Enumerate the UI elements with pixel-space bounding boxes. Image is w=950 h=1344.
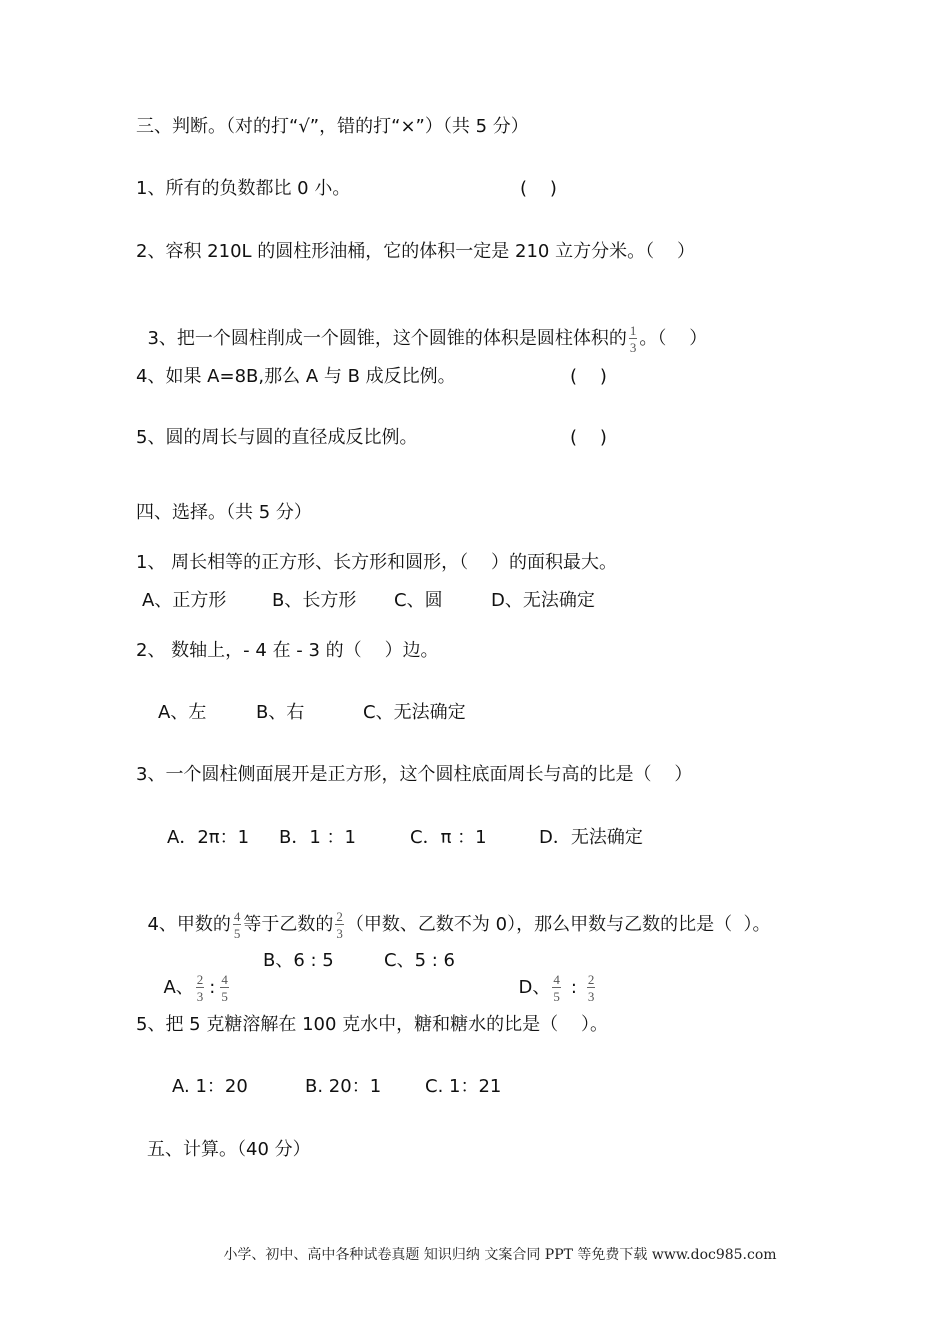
judge-q2: 2、容积 210L 的圆柱形油桶，它的体积一定是 210 立方分米。（ ） bbox=[136, 241, 695, 262]
fraction: $\frac{4}{5}$ bbox=[221, 972, 228, 1004]
option-label: D、 bbox=[518, 977, 551, 998]
choice-q2-option-a: A、左 bbox=[158, 702, 207, 723]
fraction: $\frac{2}{3}$ bbox=[336, 909, 343, 941]
judge-q5-answer-blank: ( ) bbox=[570, 427, 607, 448]
judge-q4-answer-blank: ( ) bbox=[570, 366, 607, 387]
choice-q5: 5、把 5 克糖溶解在 100 克水中，糖和糖水的比是（ ）。 bbox=[136, 1014, 609, 1035]
judge-q3-tail: 。（ ） bbox=[639, 328, 708, 349]
judge-q3 bbox=[136, 300, 707, 354]
choice-q2-option-c: C、无法确定 bbox=[363, 702, 466, 723]
fraction: $\frac{4}{5}$ bbox=[233, 909, 241, 941]
choice-q3-option-c: C．π ：1 bbox=[410, 827, 487, 848]
section-4-title: 四、选择。（共 5 分） bbox=[136, 502, 312, 523]
judge-q3-text: 3、把一个圆柱削成一个圆锥，这个圆锥的体积是圆柱体积的 bbox=[147, 328, 627, 349]
section-5-title: 五、计算。（40 分） bbox=[147, 1139, 311, 1160]
choice-q4-option-a bbox=[152, 949, 231, 1003]
choice-q1: 1、 周长相等的正方形、长方形和圆形，（ ）的面积最大。 bbox=[136, 552, 618, 573]
choice-q4-text-c: （甲数、乙数不为 0），那么甲数与乙数的比是（ ）。 bbox=[345, 914, 771, 935]
choice-q5-option-b: B. 20：1 bbox=[305, 1076, 382, 1097]
choice-q1-option-c: C、圆 bbox=[394, 590, 443, 611]
fraction: $\frac{1}{3}$ bbox=[629, 323, 637, 355]
fraction: $\frac{2}{3}$ bbox=[587, 972, 595, 1004]
ratio-separator: : bbox=[570, 977, 577, 998]
judge-q5: 5、圆的周长与圆的直径成反比例。 bbox=[136, 427, 418, 448]
ratio-separator: : bbox=[209, 977, 216, 998]
judge-q1: 1、所有的负数都比 0 小。 bbox=[136, 178, 351, 199]
choice-q1-option-b: B、长方形 bbox=[272, 590, 357, 611]
choice-q3-option-b: B．1 ：1 bbox=[279, 827, 356, 848]
option-label: A、 bbox=[163, 977, 194, 998]
choice-q3-option-a: A．2π：1 bbox=[167, 827, 250, 848]
choice-q1-option-d: D、无法确定 bbox=[491, 590, 595, 611]
choice-q3: 3、一个圆柱侧面展开是正方形，这个圆柱底面周长与高的比是（ ） bbox=[136, 764, 693, 785]
choice-q4-option-b: B、6 : 5 bbox=[263, 950, 334, 971]
fraction: $\frac{2}{3}$ bbox=[196, 972, 204, 1004]
choice-q4 bbox=[136, 886, 771, 940]
choice-q4-option-d bbox=[507, 949, 597, 1003]
choice-q2-option-b: B、右 bbox=[256, 702, 305, 723]
choice-q4-text-b: 等于乙数的 bbox=[243, 914, 334, 935]
choice-q1-option-a: A、正方形 bbox=[142, 590, 227, 611]
judge-q4: 4、如果 A=8B,那么 A 与 B 成反比例。 bbox=[136, 366, 456, 387]
fraction: $\frac{4}{5}$ bbox=[553, 972, 560, 1004]
choice-q3-option-d: D．无法确定 bbox=[539, 827, 643, 848]
section-3-title: 三、判断。（对的打“√”，错的打“×”）（共 5 分） bbox=[136, 116, 529, 137]
choice-q5-option-c: C. 1：21 bbox=[425, 1076, 502, 1097]
choice-q4-text-a: 4、甲数的 bbox=[147, 914, 231, 935]
choice-q2: 2、 数轴上，- 4 在 - 3 的（ ）边。 bbox=[136, 640, 439, 661]
choice-q5-option-a: A. 1：20 bbox=[172, 1076, 248, 1097]
judge-q1-answer-blank: ( ) bbox=[520, 178, 557, 199]
page-footer: 小学、初中、高中各种试卷真题 知识归纳 文案合同 PPT 等免费下载 www.doc985.com bbox=[223, 1247, 777, 1263]
choice-q4-option-c: C、5 : 6 bbox=[384, 950, 455, 971]
